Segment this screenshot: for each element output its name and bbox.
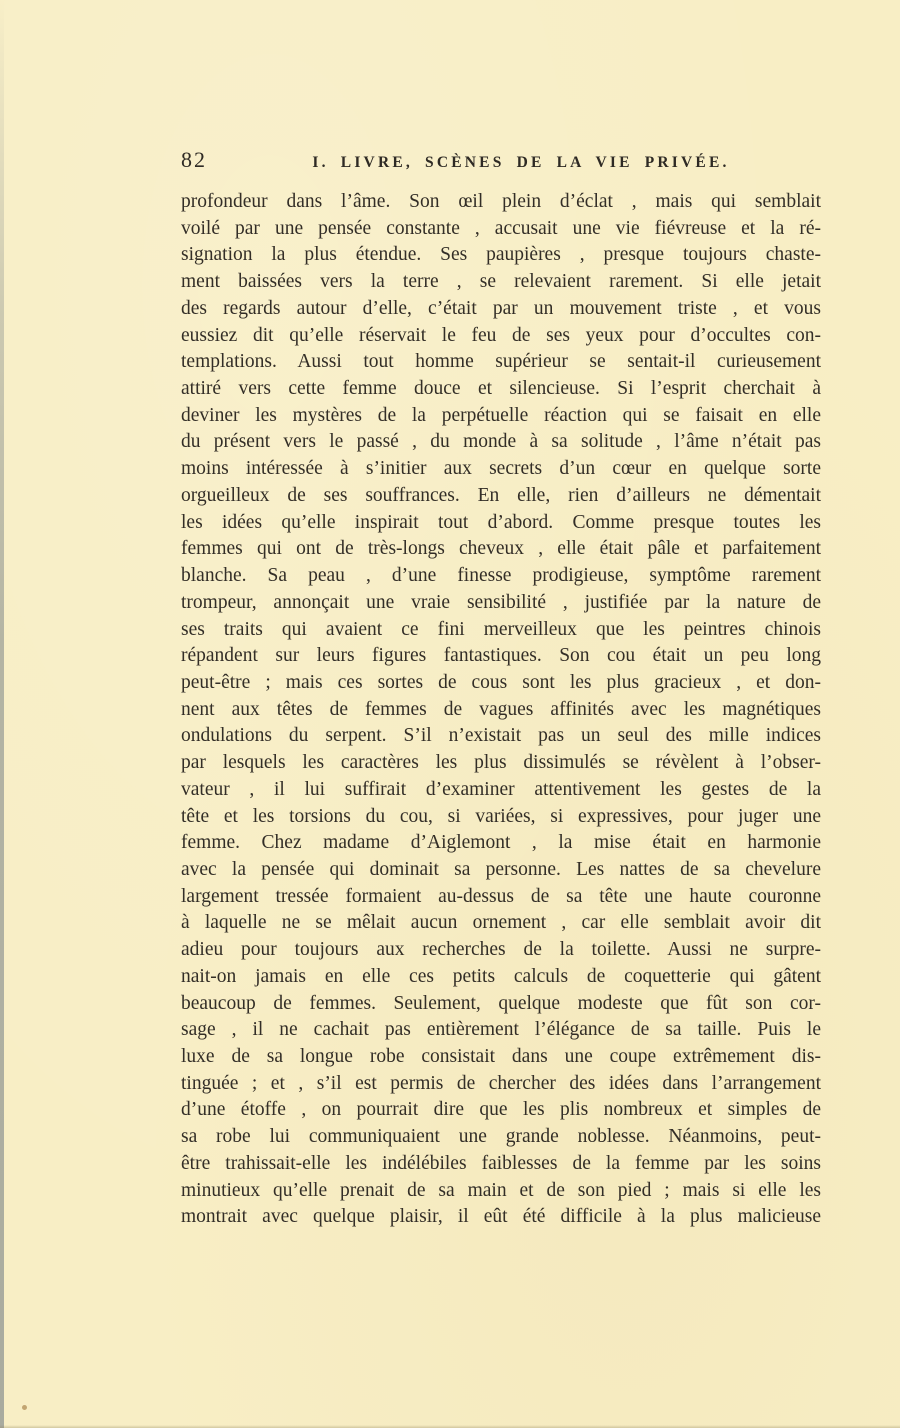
text-line: femmes qui ont de très-longs cheveux , elle était pâle et parfaitement [181,538,821,560]
text-line: tête et les torsions du cou, si variées, si expressives, pour juger une [181,805,821,827]
text-line: des regards autour d’elle, c’était par un mouvement triste , et vous [181,297,821,319]
text-line: montrait avec quelque plaisir, il eût été difficile à la plus malicieuse [181,1206,821,1228]
text-line: templations. Aussi tout homme supérieur se sentait-il curieusement [181,351,821,373]
body-paragraph [181,189,821,1231]
page-header [181,147,821,173]
text-line: minutieux qu’elle prenait de sa main et de son pied ; mais si elle les [181,1179,821,1201]
text-line: deviner les mystères de la perpétuelle réaction qui se faisait en elle [181,404,821,426]
text-line: ment baissées vers la terre , se relevaient rarement. Si elle jetait [181,271,821,293]
text-line: répandent sur leurs figures fantastiques. Son cou était un peu long [181,645,821,667]
text-line: luxe de sa longue robe consistait dans une coupe extrêmement dis- [181,1046,821,1067]
text-line: moins intéressée à s’initier aux secrets d’un cœur en quelque sorte [181,458,821,480]
text-line: voilé par une pensée constante , accusait une vie fiévreuse et la ré- [181,217,821,239]
text-line: d’une étoffe , on pourrait dire que les plis nombreux et simples de [181,1099,821,1121]
text-line: les idées qu’elle inspirait tout d’abord. Comme presque toutes les [181,511,821,533]
text-line: nent aux têtes de femmes de vagues affinités avec les magnétiques [181,698,821,720]
text-line: ondulations du serpent. S’il n’existait pas un seul des mille indices [181,725,821,747]
text-line: vateur , il lui suffirait d’examiner attentivement les gestes de la [181,778,821,800]
text-line: beaucoup de femmes. Seulement, quelque modeste que fût son cor- [181,992,821,1014]
scan-left-edge [0,0,4,1428]
text-line: profondeur dans l’âme. Son œil plein d’éclat , mais qui semblait [181,191,821,212]
text-line: du présent vers le passé , du monde à sa solitude , l’âme n’était pas [181,431,821,453]
text-line: eussiez dit qu’elle réservait le feu de ses yeux pour d’occultes con- [181,324,821,346]
paper-speck [22,1405,27,1410]
text-line: ses traits qui avaient ce fini merveilleux que les peintres chinois [181,618,821,640]
page-number: 82 [181,147,207,172]
running-title: I. LIVRE, SCÈNES DE LA VIE PRIVÉE. [312,154,730,171]
text-line: signation la plus étendue. Ses paupières , presque toujours chaste- [181,244,821,266]
text-line: tinguée ; et , s’il est permis de chercher des idées dans l’arrangement [181,1072,821,1094]
text-line: largement tressée formaient au-dessus de sa tête une haute couronne [181,885,821,907]
text-line: sage , il ne cachait pas entièrement l’élégance de sa taille. Puis le [181,1019,821,1041]
text-line: blanche. Sa peau , d’une finesse prodigieuse, symptôme rarement [181,565,821,587]
text-line: adieu pour toujours aux recherches de la toilette. Aussi ne surpre- [181,939,821,961]
text-line: à laquelle ne se mêlait aucun ornement , car elle semblait avoir dit [181,912,821,934]
text-line: peut-être ; mais ces sortes de cous sont les plus gracieux , et don- [181,671,821,693]
text-line: attiré vers cette femme douce et silencieuse. Si l’esprit cherchait à [181,378,821,400]
text-line: sa robe lui communiquaient une grande noblesse. Néanmoins, peut- [181,1126,821,1148]
text-line: orgueilleux de ses souffrances. En elle, rien d’ailleurs ne démentait [181,484,821,506]
text-line: par lesquels les caractères les plus dissimulés se révèlent à l’obser- [181,752,821,774]
text-line: avec la pensée qui dominait sa personne. Les nattes de sa chevelure [181,858,821,880]
text-line: trompeur, annonçait une vraie sensibilité , justifiée par la nature de [181,591,821,613]
text-line: femme. Chez madame d’Aiglemont , la mise était en harmonie [181,832,821,854]
text-line: être trahissait-elle les indélébiles faiblesses de la femme par les soins [181,1152,821,1174]
text-line: nait-on jamais en elle ces petits calculs de coquetterie qui gâtent [181,965,821,987]
